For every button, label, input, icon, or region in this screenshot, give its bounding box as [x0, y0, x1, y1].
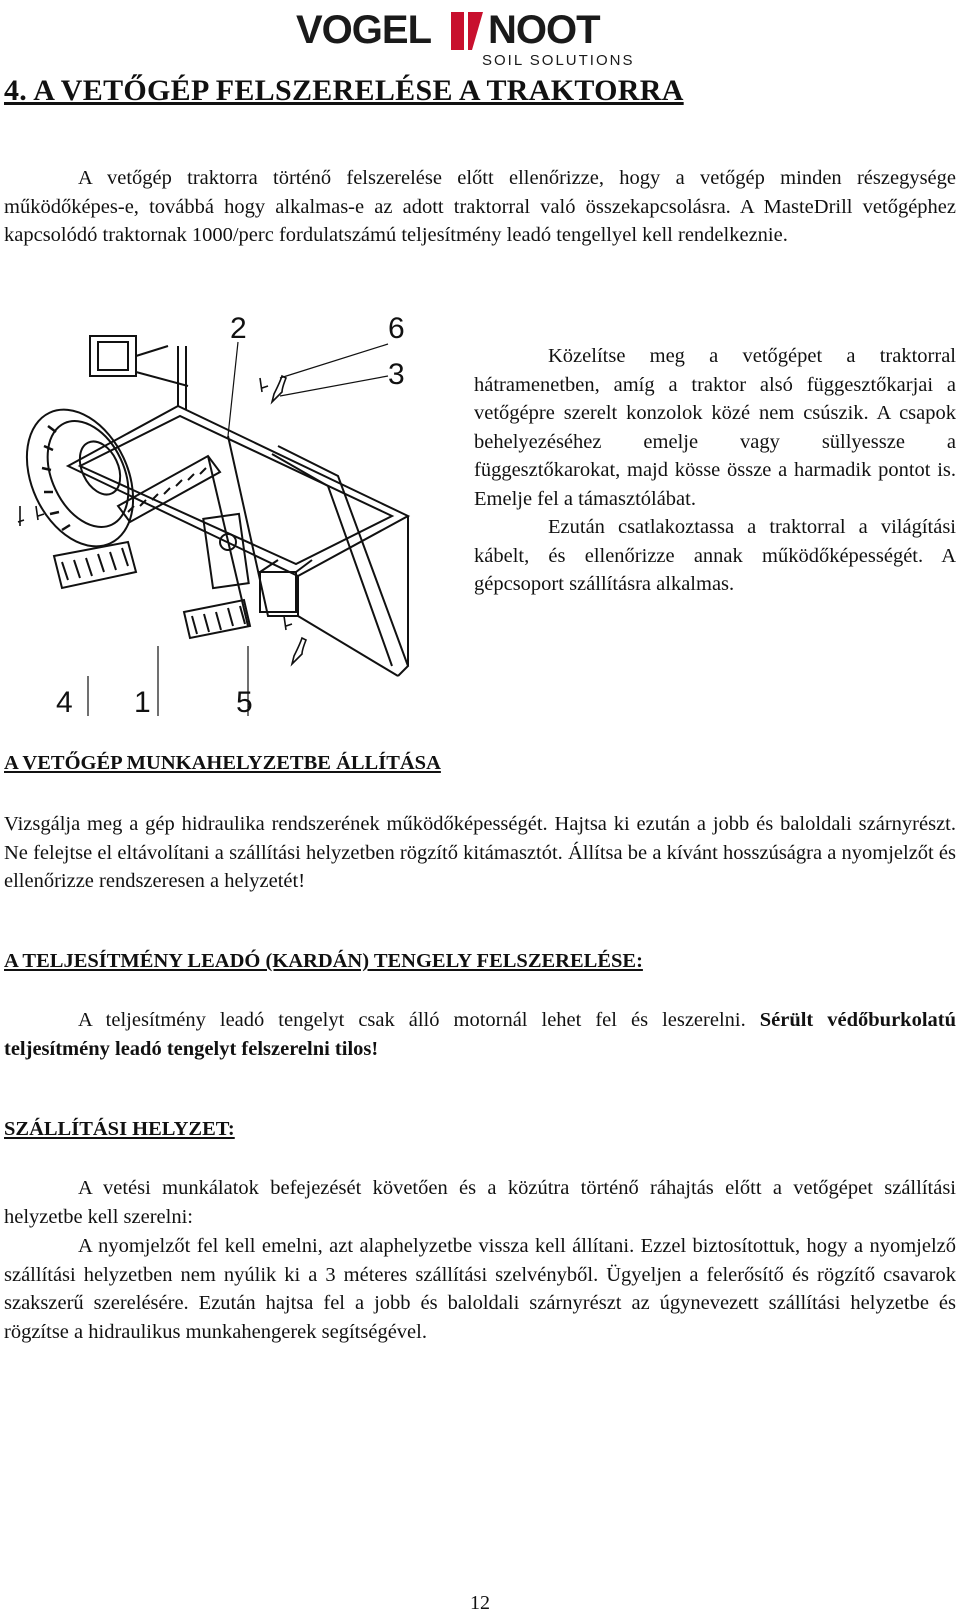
page-number: 12	[470, 1592, 490, 1614]
hitching-instructions	[474, 342, 956, 599]
figure-label-3: 3	[388, 358, 405, 391]
page-title: 4. A VETŐGÉP FELSZERELÉSE A TRAKTORRA	[4, 74, 684, 107]
section-pto-heading: A TELJESÍTMÉNY LEADÓ (KARDÁN) TENGELY FELSZERELÉSE:	[4, 950, 643, 972]
section-work-position-heading: A VETŐGÉP MUNKAHELYZETBE ÁLLÍTÁSA	[4, 752, 441, 774]
section-transport-heading: SZÁLLÍTÁSI HELYZET:	[4, 1118, 235, 1140]
hitch-assembly-diagram	[8, 316, 448, 726]
section-pto-body	[4, 1006, 956, 1063]
figure-label-6: 6	[388, 316, 405, 345]
intro-paragraph: A vetőgép traktorra történő felszerelése előtt ellenőrizze, hogy a vetőgép minden részegysége működőképes-e, továbbá hogy alkalmas-e az adott traktorral való összekapcsolásra. A MasteDrill vetőgéphez kapcsolódó traktornak 1000/perc fordulatszámú teljesítmény leadó tengellyel kell rendelkeznie.	[4, 167, 956, 246]
loose-roller-2-icon	[184, 600, 250, 638]
figure-label-5: 5	[236, 686, 253, 719]
hitching-paragraph-1: Közelítse meg a vetőgépet a traktorral hátramenetben, amíg a traktor alsó függesztőkarjai a vetőgépre szerelt konzolok közé nem csúszik. A csapok behelyezéséhez emelje vagy süllyessze a függesztőkarokat, majd kösse össze a harmadik pontot is. Emelje fel a támasztólábat.	[474, 345, 956, 510]
pto-body-warning: Sérült védőburkolatú teljesítmény leadó tengelyt felszerelni tilos!	[4, 1009, 956, 1060]
figure-label-2: 2	[230, 316, 247, 345]
logo-tagline: SOIL SOLUTIONS	[482, 52, 635, 69]
pto-body-normal: A teljesítmény leadó tengelyt csak álló motornál lehet fel és leszerelni.	[78, 1009, 746, 1031]
hitching-paragraph-2: Ezután csatlakoztassa a traktorral a világítási kábelt, és ellenőrizze annak működőképességét. A gépcsoport szállításra alkalmas.	[474, 516, 956, 595]
section-transport-p1: A vetési munkálatok befejezését követően és a közútra történő ráhajtás előtt a vetőgépet szállítási helyzetbe kell szerelni:	[4, 1177, 956, 1228]
logo-mark-icon	[448, 10, 486, 52]
figure-label-1: 1	[134, 686, 151, 719]
section-transport-p2: A nyomjelzőt fel kell emelni, azt alaphelyzetbe vissza kell állítani. Ezzel biztosítottuk, hogy a nyomjelző szállítási helyzetben nem nyúlik ki a 3 méteres szállítási szelvényből. Ügyeljen a felerősítő és rögzítő csavarok szakszerű szerelésére. Ezután hajtsa fel a jobb és baloldali szárnyrészt az úgynevezett szállítási helyzetbe és rögzítse a hidraulikus munkahengerek segítségével.	[4, 1235, 956, 1343]
section-work-position-body: Vizsgálja meg a gép hidraulika rendszerének működőképességét. Hajtsa ki ezután a jobb és baloldali szárnyrészt. Ne felejtse el eltávolítani a szállítási helyzetben rögzítő kitámasztót. Állítsa be a kívánt hosszúságra a nyomjelzőt és ellenőrizze rendszeresen a helyzetét!	[4, 813, 956, 892]
logo-text-left: VOGEL	[296, 8, 432, 52]
wheel-icon	[8, 392, 154, 563]
brand-logo	[296, 8, 656, 70]
loose-roller-1-icon	[54, 542, 136, 588]
figure-label-4: 4	[56, 686, 73, 719]
logo-text-right: NOOT	[488, 8, 600, 52]
pin-icons	[18, 376, 306, 664]
